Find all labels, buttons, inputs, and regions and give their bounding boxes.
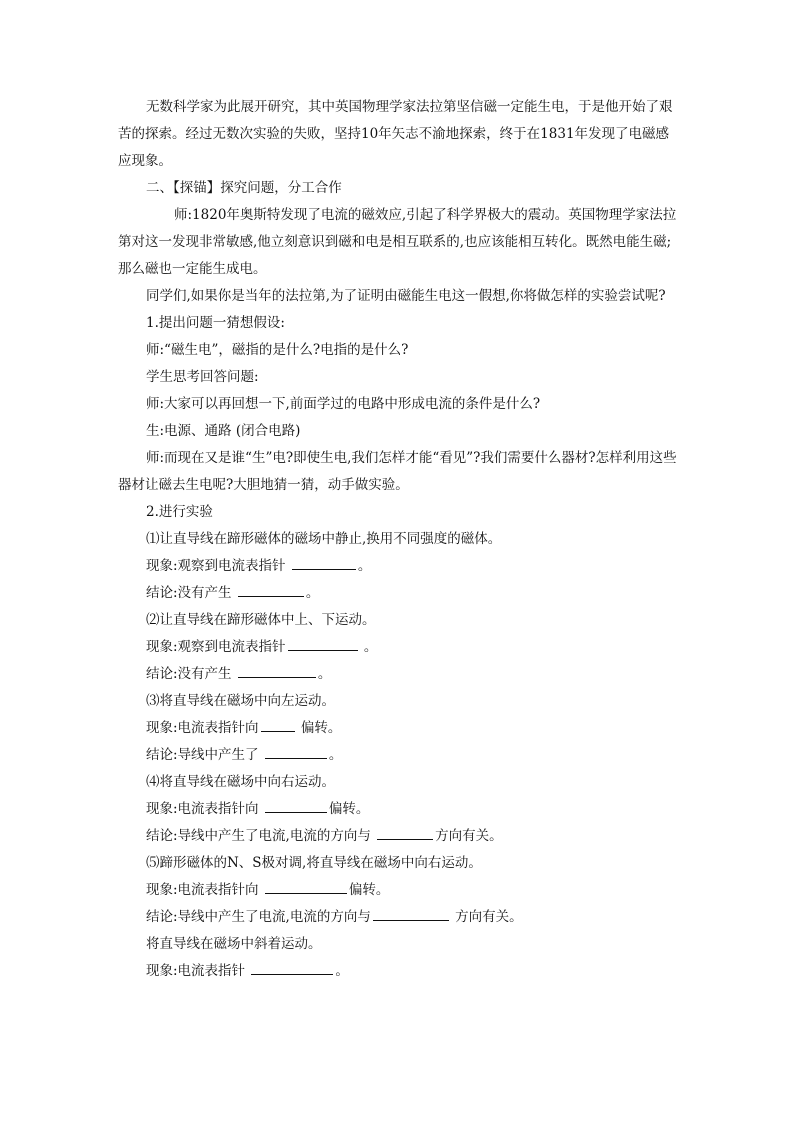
document-body [118,94,678,985]
teacher-question-1: 师:“磁生电”，磁指的是什么?电指的是什么? [146,342,409,358]
answer-blank[interactable] [292,555,356,570]
label: 结论:没有产生 [146,585,232,601]
paragraph-question: 同学们,如果你是当年的法拉第,为了证明由磁能生电这一假想,你将做怎样的实验尝试呢? [146,288,666,304]
experiment-5-conclusion [118,904,678,931]
student-answer-2: 生:电源、通路 (闭合电路) [146,423,301,439]
experiment-3: ⑶将直导线在磁场中向左运动。 [146,693,335,709]
suffix: 方向有关。 [455,909,523,925]
experiment-2: ⑵让直导线在蹄形磁体中上、下运动。 [146,612,376,628]
experiment-4-phenomenon [118,796,678,823]
answer-blank[interactable] [251,960,333,975]
suffix: 偏转。 [328,801,370,817]
period: 。 [363,639,378,655]
answer-blank[interactable] [377,825,433,840]
experiment-6: 将直导线在磁场中斜着运动。 [146,936,322,952]
section-heading: 二、【探锚】探究问题，分工合作 [146,180,342,196]
teacher-question-2: 师:大家可以再回想一下,前面学过的电路中形成电流的条件是什么? [146,396,541,412]
experiment-5: ⑸蹄形磁体的N、S极对调,将直导线在磁场中向右运动。 [146,855,482,871]
period: 。 [335,963,349,979]
suffix: 偏转。 [300,720,342,736]
paragraph-intro: 无数科学家为此展开研究，其中英国物理学家法拉第坚信磁一定能生电，于是他开始了艰苦的探索。经过无数次实验的失败，坚持10年矢志不渝地探索，终于在1831年发现了电磁感应现象。 [118,99,673,169]
label: 现象:观察到电流表指针 [146,639,286,655]
experiment-5-phenomenon [118,877,678,904]
label: 现象:观察到电流表指针 [146,558,286,574]
period: 。 [317,666,332,682]
period: 。 [357,558,372,574]
label: 现象:电流表指针向 [146,882,259,898]
experiment-4: ⑷将直导线在磁场中向右运动。 [146,774,335,790]
label: 现象:电流表指针向 [146,720,259,736]
experiment-6-phenomenon [118,958,678,985]
suffix: 方向有关。 [435,828,503,844]
label: 现象:电流表指针 [146,963,246,979]
experiment-3-phenomenon [118,715,678,742]
label: 结论:导线中产生了电流,电流的方向与 [146,909,371,925]
experiment-2-phenomenon [118,634,678,661]
answer-blank[interactable] [238,582,304,597]
answer-blank[interactable] [373,906,449,921]
experiment-1: ⑴让直导线在蹄形磁体的磁场中静止,换用不同强度的磁体。 [146,531,502,547]
label: 结论:没有产生 [146,666,232,682]
answer-blank[interactable] [261,717,295,732]
suffix: 偏转。 [348,882,390,898]
experiment-1-phenomenon [118,553,678,580]
answer-blank[interactable] [265,798,327,813]
teacher-question-3 [118,445,678,499]
student-think: 学生思考回答问题: [146,369,259,385]
experiment-1-conclusion [118,580,678,607]
experiment-3-conclusion [118,742,678,769]
label: 结论:导线中产生了电流,电流的方向与 [146,828,371,844]
answer-blank[interactable] [288,636,358,651]
step-2-heading: 2.进行实验 [146,504,213,520]
step-1-heading: 1.提出问题一猜想假设: [146,315,285,331]
label: 现象:电流表指针向 [146,801,259,817]
paragraph-teacher-intro: 师:1820年奥斯特发现了电流的磁效应,引起了科学界极大的震动。英国物理学家法拉第对这一发现非常敏感,他立刻意识到磁和电是相互联系的,也应该能相互转化。既然电能生磁;那么磁也一定能生成电。 [118,207,677,277]
experiment-2-conclusion [118,661,678,688]
answer-blank[interactable] [265,879,347,894]
label: 结论:导线中产生了 [146,747,259,763]
period: 。 [305,585,320,601]
period: 。 [328,747,343,763]
answer-blank[interactable] [238,663,316,678]
answer-blank[interactable] [265,744,327,759]
teacher-question-3-text: 师:而现在又是谁“生”电?即使生电,我们怎样才能“看见”?我们需要什么器材?怎样利用这些器材让磁去生电呢?大胆地猜一猜，动手做实验。 [118,450,677,493]
experiment-4-conclusion [118,823,678,850]
